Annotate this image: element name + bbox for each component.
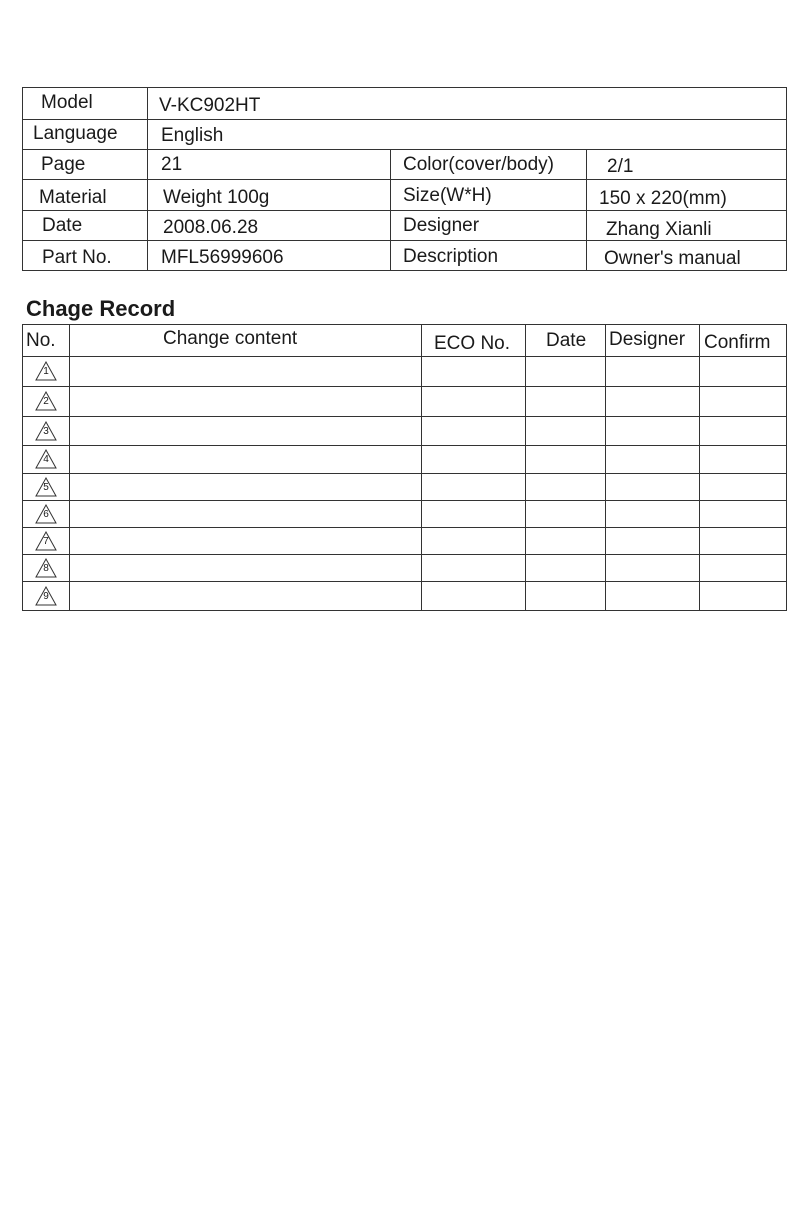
col-divider [699,325,700,610]
revision-triangle-icon [35,391,57,411]
row-divider [23,356,786,357]
row-divider [23,527,786,528]
revision-triangle-icon [35,504,57,524]
page-value: 21 [161,154,183,175]
partno-label: Part No. [42,247,112,268]
date-value: 2008.06.28 [163,217,259,238]
revision-number: 9 [43,591,49,602]
revision-number: 6 [43,509,49,520]
header-no: No. [26,330,56,351]
revision-triangle-icon [35,558,57,578]
revision-number: 3 [43,426,49,437]
designer-value: Zhang Xianli [606,219,712,240]
revision-number: 5 [43,482,49,493]
description-value: Owner's manual [604,248,741,269]
color-value: 2/1 [607,156,634,177]
change-record-table [22,324,787,611]
revision-triangle-icon [35,531,57,551]
header-content: Change content [163,328,298,349]
revision-triangle-icon [35,421,57,441]
row-divider [23,119,786,120]
page-label: Page [41,154,86,175]
row-divider [23,149,786,150]
row-divider [23,473,786,474]
header-eco: ECO No. [434,333,511,354]
partno-value: MFL56999606 [161,247,284,268]
col-divider [525,325,526,610]
row-divider [23,386,786,387]
material-label: Material [39,187,107,208]
col-divider [586,149,587,270]
col-divider [147,88,148,270]
col-divider [390,149,391,270]
row-divider [23,554,786,555]
revision-number: 1 [43,366,49,377]
revision-triangle-icon [35,586,57,606]
revision-number: 2 [43,396,49,407]
spec-table [22,87,787,271]
row-divider [23,210,786,211]
model-label: Model [41,92,93,113]
row-divider [23,416,786,417]
header-date: Date [546,330,587,351]
col-divider [421,325,422,610]
revision-triangle-icon [35,477,57,497]
language-value: English [161,125,224,146]
date-label: Date [42,215,83,236]
color-label: Color(cover/body) [403,154,554,175]
revision-number: 8 [43,563,49,574]
col-divider [69,325,70,610]
row-divider [23,581,786,582]
description-label: Description [403,246,499,267]
header-designer: Designer [609,329,686,350]
size-value: 150 x 220(mm) [599,188,727,209]
size-label: Size(W*H) [403,185,492,206]
model-value: V-KC902HT [159,95,261,116]
revision-number: 4 [43,454,49,465]
designer-label: Designer [403,215,480,236]
header-confirm: Confirm [704,332,771,353]
language-label: Language [33,123,118,144]
material-value: Weight 100g [163,187,270,208]
change-record-title: Chage Record [26,296,176,321]
revision-number: 7 [43,536,49,547]
col-divider [605,325,606,610]
revision-triangle-icon [35,449,57,469]
revision-triangle-icon [35,361,57,381]
row-divider [23,179,786,180]
row-divider [23,445,786,446]
row-divider [23,500,786,501]
